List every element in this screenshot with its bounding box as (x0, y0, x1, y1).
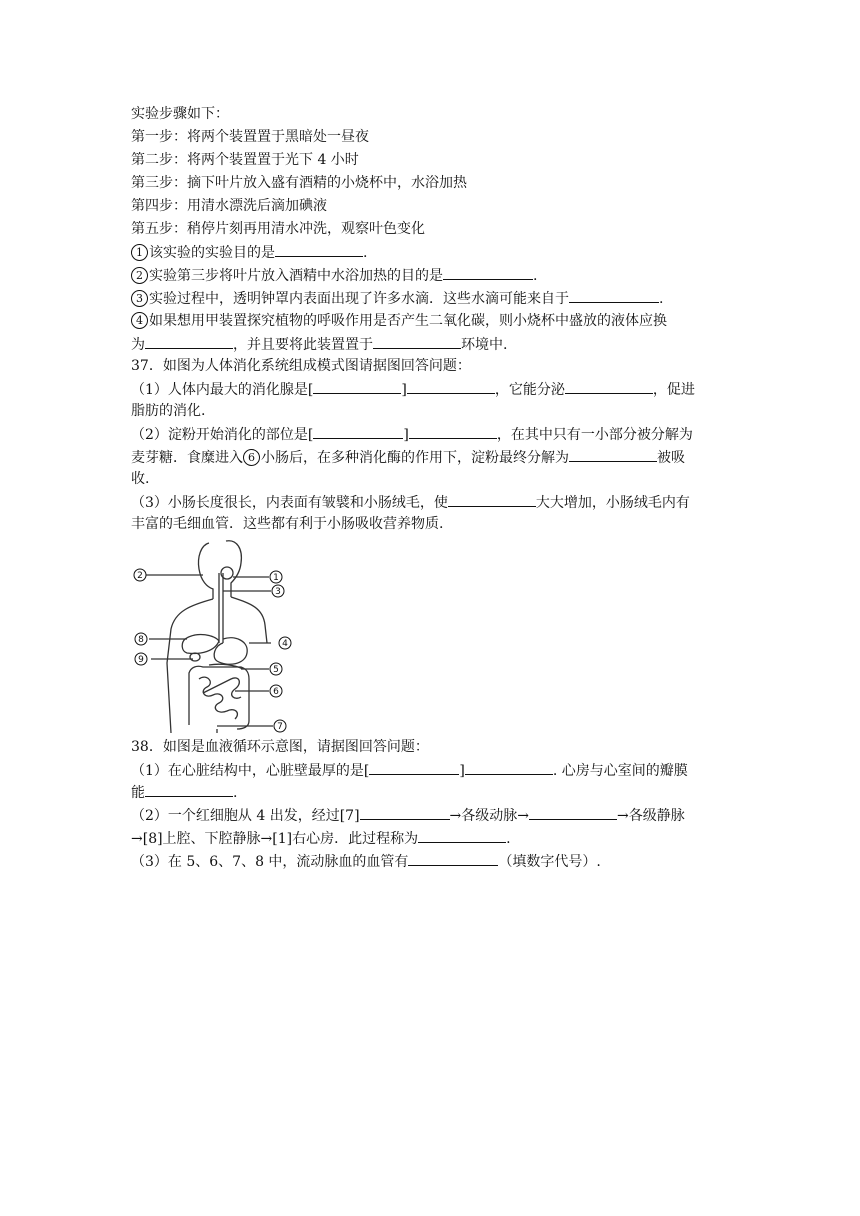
punct: . (533, 268, 538, 284)
svg-text:5: 5 (273, 665, 279, 675)
label-6 (270, 685, 282, 697)
step-4: 第四步：用清水漂洗后滴加碘液 (131, 198, 327, 214)
label-1 (270, 571, 282, 583)
punct: . (363, 245, 368, 261)
bracket: ] (459, 763, 465, 779)
answer-blank[interactable] (373, 334, 461, 349)
answer-blank[interactable] (313, 379, 401, 394)
question-text: 为 (131, 337, 145, 353)
question-text: ，促进 (652, 382, 695, 398)
svg-text:3: 3 (275, 587, 281, 597)
step-3: 第三步：摘下叶片放入盛有酒精的小烧杯中，水浴加热 (131, 175, 467, 191)
circled-number: 4 (131, 312, 148, 329)
question-text: 如果想用甲装置探究植物的呼吸作用是否产生二氧化碳，则小烧杯中盛放的液体应换 (149, 313, 667, 329)
question-text: 被吸 (657, 450, 685, 466)
liver (182, 635, 219, 654)
question-text: 大大增加，小肠绒毛内有 (535, 495, 690, 511)
step-2: 第二步：将两个装置置于光下 4 小时 (131, 152, 359, 168)
label-3 (272, 585, 284, 597)
q38-part-3 (131, 851, 601, 872)
answer-blank[interactable] (313, 424, 403, 439)
step-1: 第一步：将两个装置置于黑暗处一昼夜 (131, 129, 369, 145)
svg-text:9: 9 (138, 655, 144, 665)
q37-part-2-cont (131, 447, 685, 468)
q37-part-1 (131, 379, 695, 400)
answer-blank[interactable] (465, 760, 553, 775)
q36-item-4-cont (131, 334, 507, 355)
answer-blank[interactable] (407, 379, 495, 394)
q37-part-2-end: 收. (131, 471, 150, 487)
torso-right (231, 597, 267, 643)
bracket: ] (401, 382, 407, 398)
question-text: →各级静脉 (617, 808, 685, 824)
answer-blank[interactable] (448, 492, 536, 507)
small-intestine (199, 677, 237, 719)
punct: . (659, 291, 664, 307)
svg-text:7: 7 (277, 722, 283, 732)
answer-blank[interactable] (529, 805, 617, 820)
q37-title: 37．如图为人体消化系统组成模式图请据图回答问题： (131, 358, 471, 374)
answer-blank[interactable] (569, 447, 657, 462)
answer-blank[interactable] (569, 288, 659, 303)
question-text: 实验过程中，透明钟罩内表面出现了许多水滴．这些水滴可能来自于 (149, 291, 569, 307)
step-5: 第五步：稍停片刻再用清水冲洗，观察叶色变化 (131, 221, 425, 237)
circled-number: 2 (131, 267, 148, 284)
label-9 (135, 653, 147, 665)
circled-number: 1 (131, 244, 148, 261)
question-text: 小肠后，在多种消化酶的作用下，淀粉最终分解为 (261, 450, 569, 466)
answer-blank[interactable] (145, 782, 233, 797)
question-text: 实验第三步将叶片放入酒精中水浴加热的目的是 (149, 268, 443, 284)
q36-item-3 (131, 288, 663, 309)
q38-part-2-cont (131, 828, 511, 849)
q36-item-4 (131, 311, 667, 331)
q38-part-2 (131, 805, 685, 826)
digestive-system-diagram (131, 533, 296, 733)
answer-blank[interactable] (145, 334, 233, 349)
question-text: （2）一个红细胞从 4 出发，经过[7] (131, 808, 360, 824)
answer-blank[interactable] (408, 851, 498, 866)
question-text: →[8]上腔、下腔静脉→[1]右心房．此过程称为 (131, 831, 419, 847)
gallbladder (190, 653, 200, 661)
answer-blank[interactable] (565, 379, 653, 394)
q38-part-1-cont (131, 782, 237, 803)
q38-title: 38．如图是血液循环示意图，请据图回答问题： (131, 739, 429, 755)
q37-part-1-cont: 脂肪的消化. (131, 403, 206, 419)
circled-number: 3 (131, 290, 148, 307)
steps-intro: 实验步骤如下： (131, 106, 229, 122)
punct: . (233, 785, 238, 801)
question-text: （3）在 5、6、7、8 中，流动脉血的血管有 (131, 854, 409, 870)
question-text: 该实验的实验目的是 (149, 245, 275, 261)
question-text: 麦芽糖．食糜进入 (131, 450, 243, 466)
q37-part-3 (131, 492, 690, 513)
label-4 (279, 637, 291, 649)
question-text: （2）淀粉开始消化的部位是[ (131, 427, 314, 443)
question-text: 能 (131, 785, 145, 801)
head-outline-right (226, 541, 241, 597)
label-8 (135, 633, 147, 645)
bracket: ] (403, 427, 409, 443)
answer-blank[interactable] (409, 424, 497, 439)
circled-number: 6 (243, 449, 260, 466)
answer-blank[interactable] (360, 805, 450, 820)
question-text: ，它能分泌 (494, 382, 565, 398)
answer-blank[interactable] (369, 760, 459, 775)
answer-blank[interactable] (443, 265, 533, 280)
punct: . (506, 831, 511, 847)
q37-part-2 (131, 424, 693, 445)
label-2 (134, 569, 146, 581)
question-text: . 心房与心室间的瓣膜 (552, 763, 688, 779)
question-text: →各级动脉→ (449, 808, 530, 824)
question-text: ，并且要将此装置置于 (233, 337, 373, 353)
svg-text:1: 1 (273, 573, 279, 583)
question-text: ，在其中只有一小部分被分解为 (496, 427, 693, 443)
svg-text:6: 6 (273, 687, 279, 697)
q38-part-1 (131, 760, 688, 781)
svg-text:2: 2 (137, 571, 143, 581)
label-5 (270, 663, 282, 675)
q36-item-1 (131, 242, 367, 263)
head-outline (198, 543, 213, 599)
torso-left (167, 599, 213, 733)
answer-blank[interactable] (275, 242, 363, 257)
svg-text:4: 4 (282, 639, 288, 649)
answer-blank[interactable] (418, 828, 506, 843)
question-text: （填数字代号）. (498, 854, 601, 870)
q37-part-3-cont: 丰富的毛细血管．这些都有利于小肠吸收营养物质. (131, 516, 444, 532)
question-text: （3）小肠长度很长，内表面有皱襞和小肠绒毛，使 (131, 495, 448, 511)
question-text: （1）人体内最大的消化腺是[ (131, 382, 314, 398)
question-text: （1）在心脏结构中，心脏壁最厚的是[ (131, 763, 370, 779)
label-7 (274, 720, 286, 732)
question-text: 环境中. (461, 337, 508, 353)
q36-item-2 (131, 265, 537, 286)
svg-text:8: 8 (138, 635, 144, 645)
